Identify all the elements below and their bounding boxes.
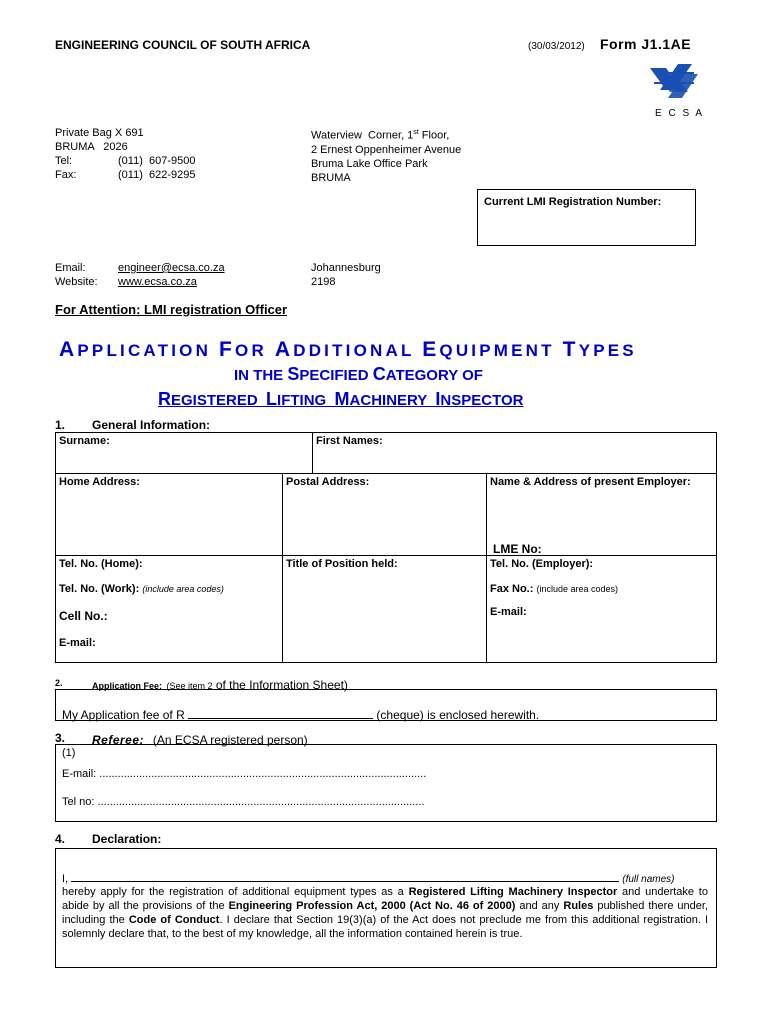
referee-tel-field[interactable]: Tel no: ........................................................................................................... [62,796,425,808]
email-field[interactable]: E-mail: [59,637,96,649]
section-4-title: Declaration: [92,832,162,846]
fax-label: Fax: [55,169,77,181]
address-line: Bruma Lake Office Park [311,157,428,170]
ecsa-logo-text: E C S A [655,108,705,119]
fax-no-field[interactable]: Fax No.: (include area codes) [490,583,619,595]
section-3-heading: Referee: (An ECSA registered person) [92,733,308,747]
attention-line: For Attention: LMI registration Officer [55,302,288,317]
address-line: Private Bag X 691 [55,127,144,139]
address-line: BRUMA 2026 [55,141,128,153]
address-line: BRUMA [311,171,351,184]
lme-no-field[interactable]: LME No: [493,542,542,556]
section-2-number: 2. [55,678,63,688]
website-link[interactable]: www.ecsa.co.za [118,276,197,288]
position-field[interactable]: Title of Position held: [286,558,398,570]
declaration-text: hereby apply for the registration of additional equipment types as a Registered Lifting Machinery Inspector and undertake to abide by all the provisions of the Engineering Profession Act, 2000 (Act No. 46 of 2000) and any Rules published there under, including the Code of Conduct. I declare that Section 19(3)(a) of the Act does not preclude me from this additional registration. I solemnly declare that, to the best of my knowledge, all the information contained herein is true. [62,886,709,940]
email-link[interactable]: engineer@ecsa.co.za [118,262,225,274]
title-line-1: APPLICATION FOR ADDITIONAL EQUIPMENT TYPES [59,338,637,361]
section-4-number: 4. [55,832,66,846]
email-employer-field[interactable]: E-mail: [490,606,527,618]
home-address-field[interactable]: Home Address: [59,476,140,488]
title-line-2: IN THE SPECIFIED CATEGORY OF [234,364,483,384]
tel-value: (011) 607-9500 [118,155,196,167]
registration-number-box[interactable] [477,189,696,246]
general-information-table [55,432,717,663]
address-city [311,261,381,289]
tel-employer-field[interactable]: Tel. No. (Employer): [490,558,594,570]
employer-field[interactable]: Name & Address of present Employer: [490,476,691,488]
tel-home-field[interactable]: Tel. No. (Home): [59,558,143,570]
address-line: Waterview Corner, 1st Floor, [311,129,450,142]
referee-email-field[interactable]: E-mail: ........................................................................................................... [62,768,427,780]
address-line: Johannesburg [311,262,381,274]
section-2-heading: Application Fee: (See item 2 of the Information Sheet) [92,678,348,692]
ecsa-logo [648,60,700,106]
application-fee-field[interactable]: My Application fee of R (cheque) is enclosed herewith. [62,708,540,722]
section-3-number: 3. [55,731,66,745]
contact-online [55,261,225,289]
referee-box [55,744,717,822]
first-names-field[interactable]: First Names: [316,435,383,447]
website-label: Website: [55,276,98,288]
cell-no-field[interactable]: Cell No.: [59,609,108,623]
organization-name: ENGINEERING COUNCIL OF SOUTH AFRICA [55,38,311,52]
address-line: 2 Ernest Oppenheimer Avenue [311,143,462,156]
address-line: 2198 [311,276,336,288]
postal-address-field[interactable]: Postal Address: [286,476,370,488]
section-1-title: General Information: [92,418,211,432]
form-date: (30/03/2012) [528,41,585,52]
title-line-3: REGISTERED LIFTING MACHINERY INSPECTOR [158,389,524,409]
address-left [55,126,196,182]
surname-field[interactable]: Surname: [59,435,110,447]
tel-label: Tel: [55,155,73,167]
full-names-field[interactable]: I, (full names) [62,873,675,885]
section-1-number: 1. [55,418,66,432]
registration-number-label: Current LMI Registration Number: [484,196,662,208]
email-label: Email: [55,262,86,274]
referee-item: (1) [62,747,76,759]
fax-value: (011) 622-9295 [118,169,196,181]
address-right [311,126,461,185]
tel-work-field[interactable]: Tel. No. (Work): (include area codes) [59,583,224,595]
form-number: Form J1.1AE [600,36,692,52]
